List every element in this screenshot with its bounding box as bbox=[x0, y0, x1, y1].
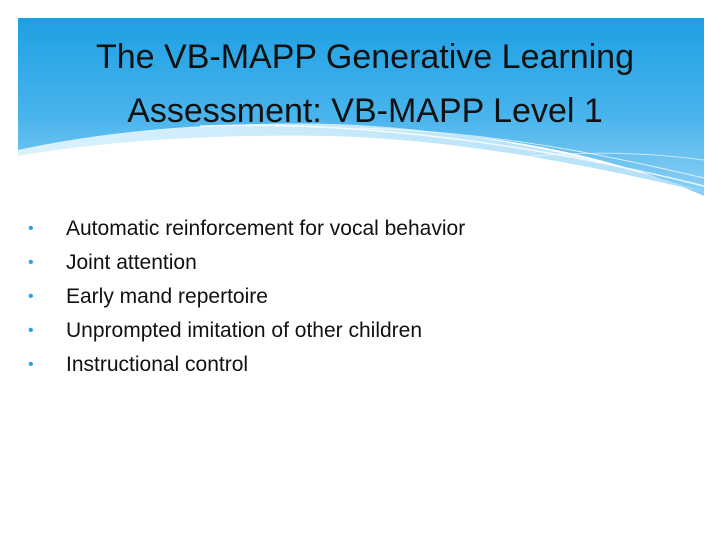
bullet-dot-icon: • bbox=[28, 220, 34, 237]
bullet-dot-icon: • bbox=[28, 288, 34, 305]
slide-title-line-1: The VB-MAPP Generative Learning bbox=[96, 38, 634, 76]
bullet-item bbox=[28, 280, 465, 314]
bullet-item bbox=[28, 212, 465, 246]
bullet-dot-icon: • bbox=[28, 254, 34, 271]
bullet-item bbox=[28, 348, 465, 382]
bullet-dot-icon: • bbox=[28, 322, 34, 339]
bullet-text: Automatic reinforcement for vocal behavior bbox=[66, 217, 466, 240]
bullet-text: Instructional control bbox=[66, 353, 249, 376]
slide-title-line-2: Assessment: VB-MAPP Level 1 bbox=[127, 92, 603, 130]
bullet-item bbox=[28, 246, 465, 280]
bullet-item bbox=[28, 314, 465, 348]
bullet-text: Unprompted imitation of other children bbox=[66, 319, 423, 342]
bullet-text: Early mand repertoire bbox=[66, 285, 268, 308]
bullet-list bbox=[28, 212, 465, 382]
slide-title bbox=[20, 30, 710, 138]
bullet-text: Joint attention bbox=[66, 251, 197, 274]
bullet-dot-icon: • bbox=[28, 356, 34, 373]
